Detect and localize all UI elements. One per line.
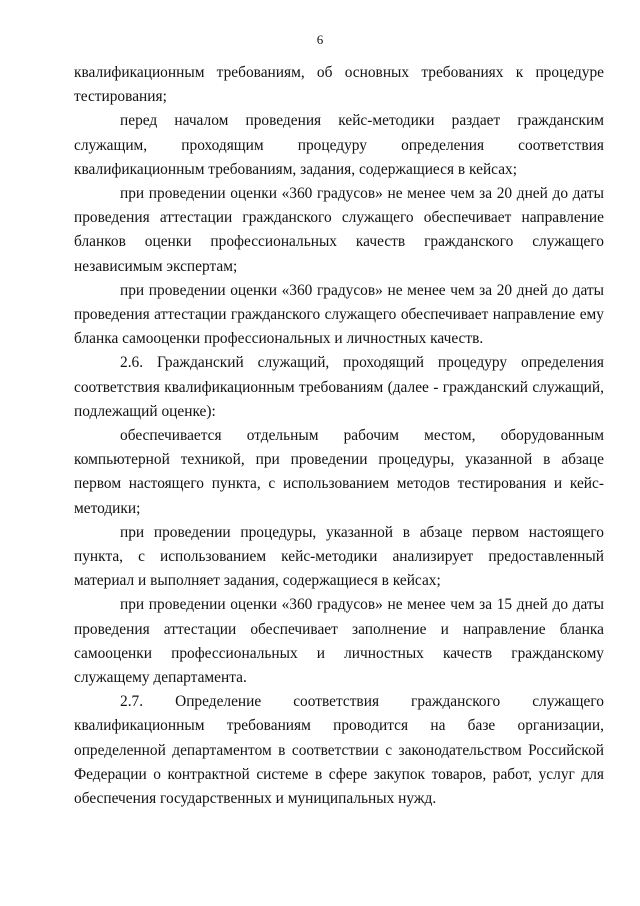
paragraph-360-expert-forms: при проведении оценки «360 градусов» не менее чем за 20 дней до даты проведения аттестации гражданского служащего обеспечивает направление бланков оценки профессиональных качеств гражданского служащего независимым экспертам; [74,185,604,275]
document-body [74,61,604,811]
paragraph-workplace: обеспечивается отдельным рабочим местом, оборудованным компьютерной техникой, при проведении процедуры, указанной в абзаце первом настоящего пункта, с использованием методов тестирования и кейс-методики; [74,427,604,517]
paragraph-360-self-assessment: при проведении оценки «360 градусов» не менее чем за 20 дней до даты проведения аттестации гражданского служащего обеспечивает направление ему бланка самооценки профессиональных и личностных качеств. [74,281,604,348]
page-number: 6 [316,32,324,47]
paragraph-360-self-form: при проведении оценки «360 градусов» не менее чем за 15 дней до даты проведения аттестации обеспечивает заполнение и направление бланка самооценки профессиональных и личностных качеств гражданскому служащему департамента. [74,596,604,687]
paragraph-continuation: квалификационным требованиям, об основных требованиях к процедуре тестирования; [74,64,604,106]
paragraph-2-6: 2.6. Гражданский служащий, проходящий процедуру определения соответствия квалификационным требованиям (далее - гражданский служащий, подлежащий оценке): [74,354,604,420]
paragraph-case-analysis: при проведении процедуры, указанной в абзаце первом настоящего пункта, с использованием кейс-методики анализирует предоставленный материал и выполняет задания, содержащиеся в кейсах; [74,523,604,590]
paragraph-2-7: 2.7. Определение соответствия гражданского служащего квалификационным требованиям проводится на базе организации, определенной департаментом в соответствии с законодательством Российской Федерации о контрактной системе в сфере закупок товаров, работ, услуг для обеспечения государственных и муниципальных нужд. [74,693,604,808]
paragraph-case-method-tasks: перед началом проведения кейс-методики раздает гражданским служащим, проходящим процедуру определения соответствия квалификационным требованиям, задания, содержащиеся в кейсах; [74,112,604,178]
